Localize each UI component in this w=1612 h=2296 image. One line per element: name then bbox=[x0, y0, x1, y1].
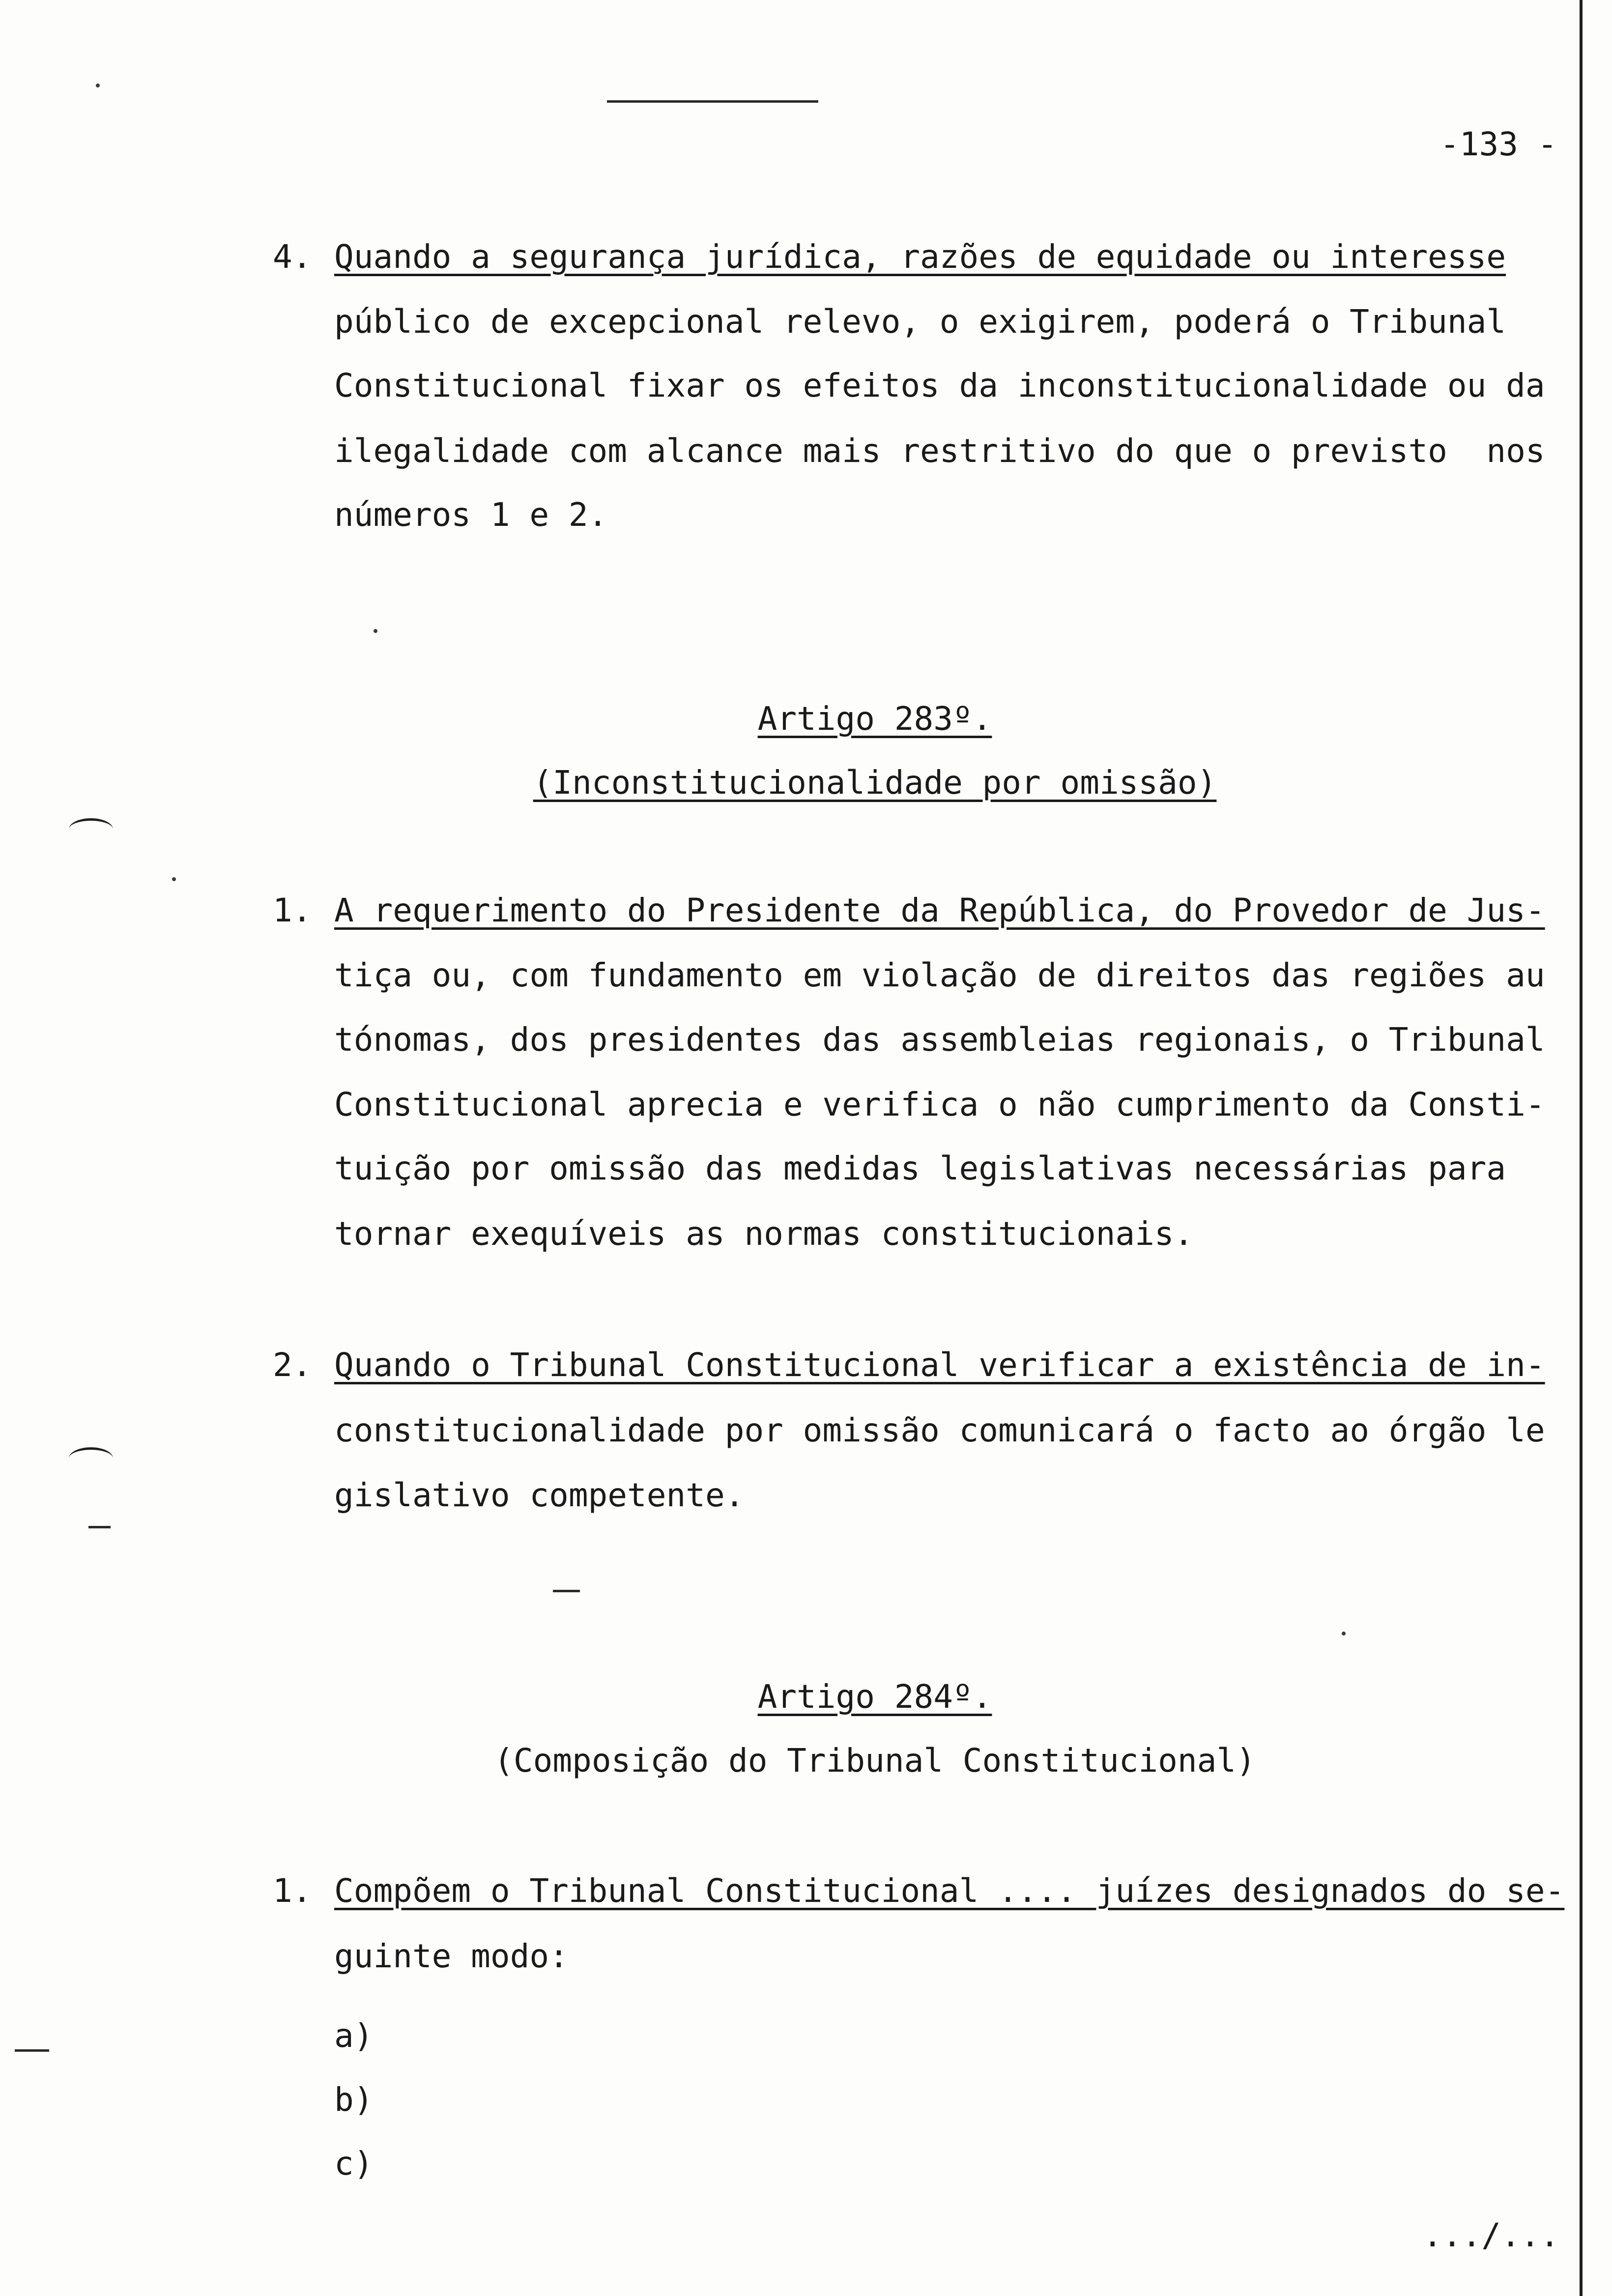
margin-scan-mark bbox=[69, 818, 113, 840]
page-number: -133 - bbox=[1440, 125, 1557, 163]
continuation-marker: .../... bbox=[1423, 2216, 1560, 2254]
art283-p2-number: 2. bbox=[273, 1346, 312, 1384]
art283-p2-line-3: gislativo competente. bbox=[334, 1476, 745, 1514]
para4-line-5: números 1 e 2. bbox=[334, 496, 608, 534]
para4-line-1: Quando a segurança jurídica, razões de equidade ou interesse bbox=[334, 238, 1506, 276]
art283-p2-line-2: constitucionalidade por omissão comunicará o facto ao órgão le bbox=[334, 1411, 1545, 1449]
art283-p1-line-2: tiça ou, com fundamento em violação de direitos das regiões au bbox=[334, 956, 1545, 994]
art284-item-c: c) bbox=[334, 2145, 374, 2182]
artigo-283-subtitle: (Inconstitucionalidade por omissão) bbox=[533, 764, 1217, 802]
right-edge-rule bbox=[1580, 0, 1583, 2296]
art284-p1-line-1: Compõem o Tribunal Constitucional .... juízes designados do se- bbox=[334, 1872, 1565, 1910]
para4-line-4: ilegalidade com alcance mais restritivo do que o previsto nos bbox=[334, 432, 1545, 470]
art283-p1-line-6: tornar exequíveis as normas constitucionais. bbox=[334, 1215, 1194, 1253]
margin-speck bbox=[172, 877, 176, 881]
para4-number: 4. bbox=[273, 238, 312, 276]
art284-item-a: a) bbox=[334, 2017, 374, 2055]
margin-scan-mark bbox=[69, 1447, 113, 1469]
art283-p2-line-1: Quando o Tribunal Constitucional verificar a existência de in- bbox=[334, 1346, 1545, 1384]
art283-p1-line-1: A requerimento do Presidente da República, do Provedor de Jus- bbox=[334, 891, 1545, 929]
art284-p1-line-2: guinte modo: bbox=[334, 1937, 569, 1975]
margin-scan-dash bbox=[88, 1526, 111, 1528]
para4-line-3: Constitucional fixar os efeitos da inconstitucionalidade ou da bbox=[334, 367, 1545, 404]
art283-p1-line-3: tónomas, dos presidentes das assembleias regionais, o Tribunal bbox=[334, 1021, 1545, 1059]
margin-speck bbox=[96, 84, 100, 87]
artigo-283-heading: Artigo 283º. bbox=[757, 700, 992, 738]
para4-line-2: público de excepcional relevo, o exigirem, poderá o Tribunal bbox=[334, 303, 1506, 341]
margin-speck bbox=[1342, 1632, 1346, 1636]
art284-p1-number: 1. bbox=[273, 1872, 312, 1910]
margin-scan-dash bbox=[15, 2049, 49, 2052]
margin-scan-dash bbox=[553, 1590, 580, 1592]
art283-p1-number: 1. bbox=[273, 891, 312, 929]
margin-speck bbox=[374, 629, 377, 633]
art283-p1-line-5: tuição por omissão das medidas legislativas necessárias para bbox=[334, 1149, 1506, 1187]
artigo-284-subtitle: (Composição do Tribunal Constitucional) bbox=[494, 1742, 1256, 1779]
art283-p1-line-4: Constitucional aprecia e verifica o não cumprimento da Consti- bbox=[334, 1086, 1545, 1123]
artigo-284-heading: Artigo 284º. bbox=[757, 1678, 992, 1716]
top-scan-dash bbox=[607, 100, 818, 103]
art284-item-b: b) bbox=[334, 2081, 374, 2119]
